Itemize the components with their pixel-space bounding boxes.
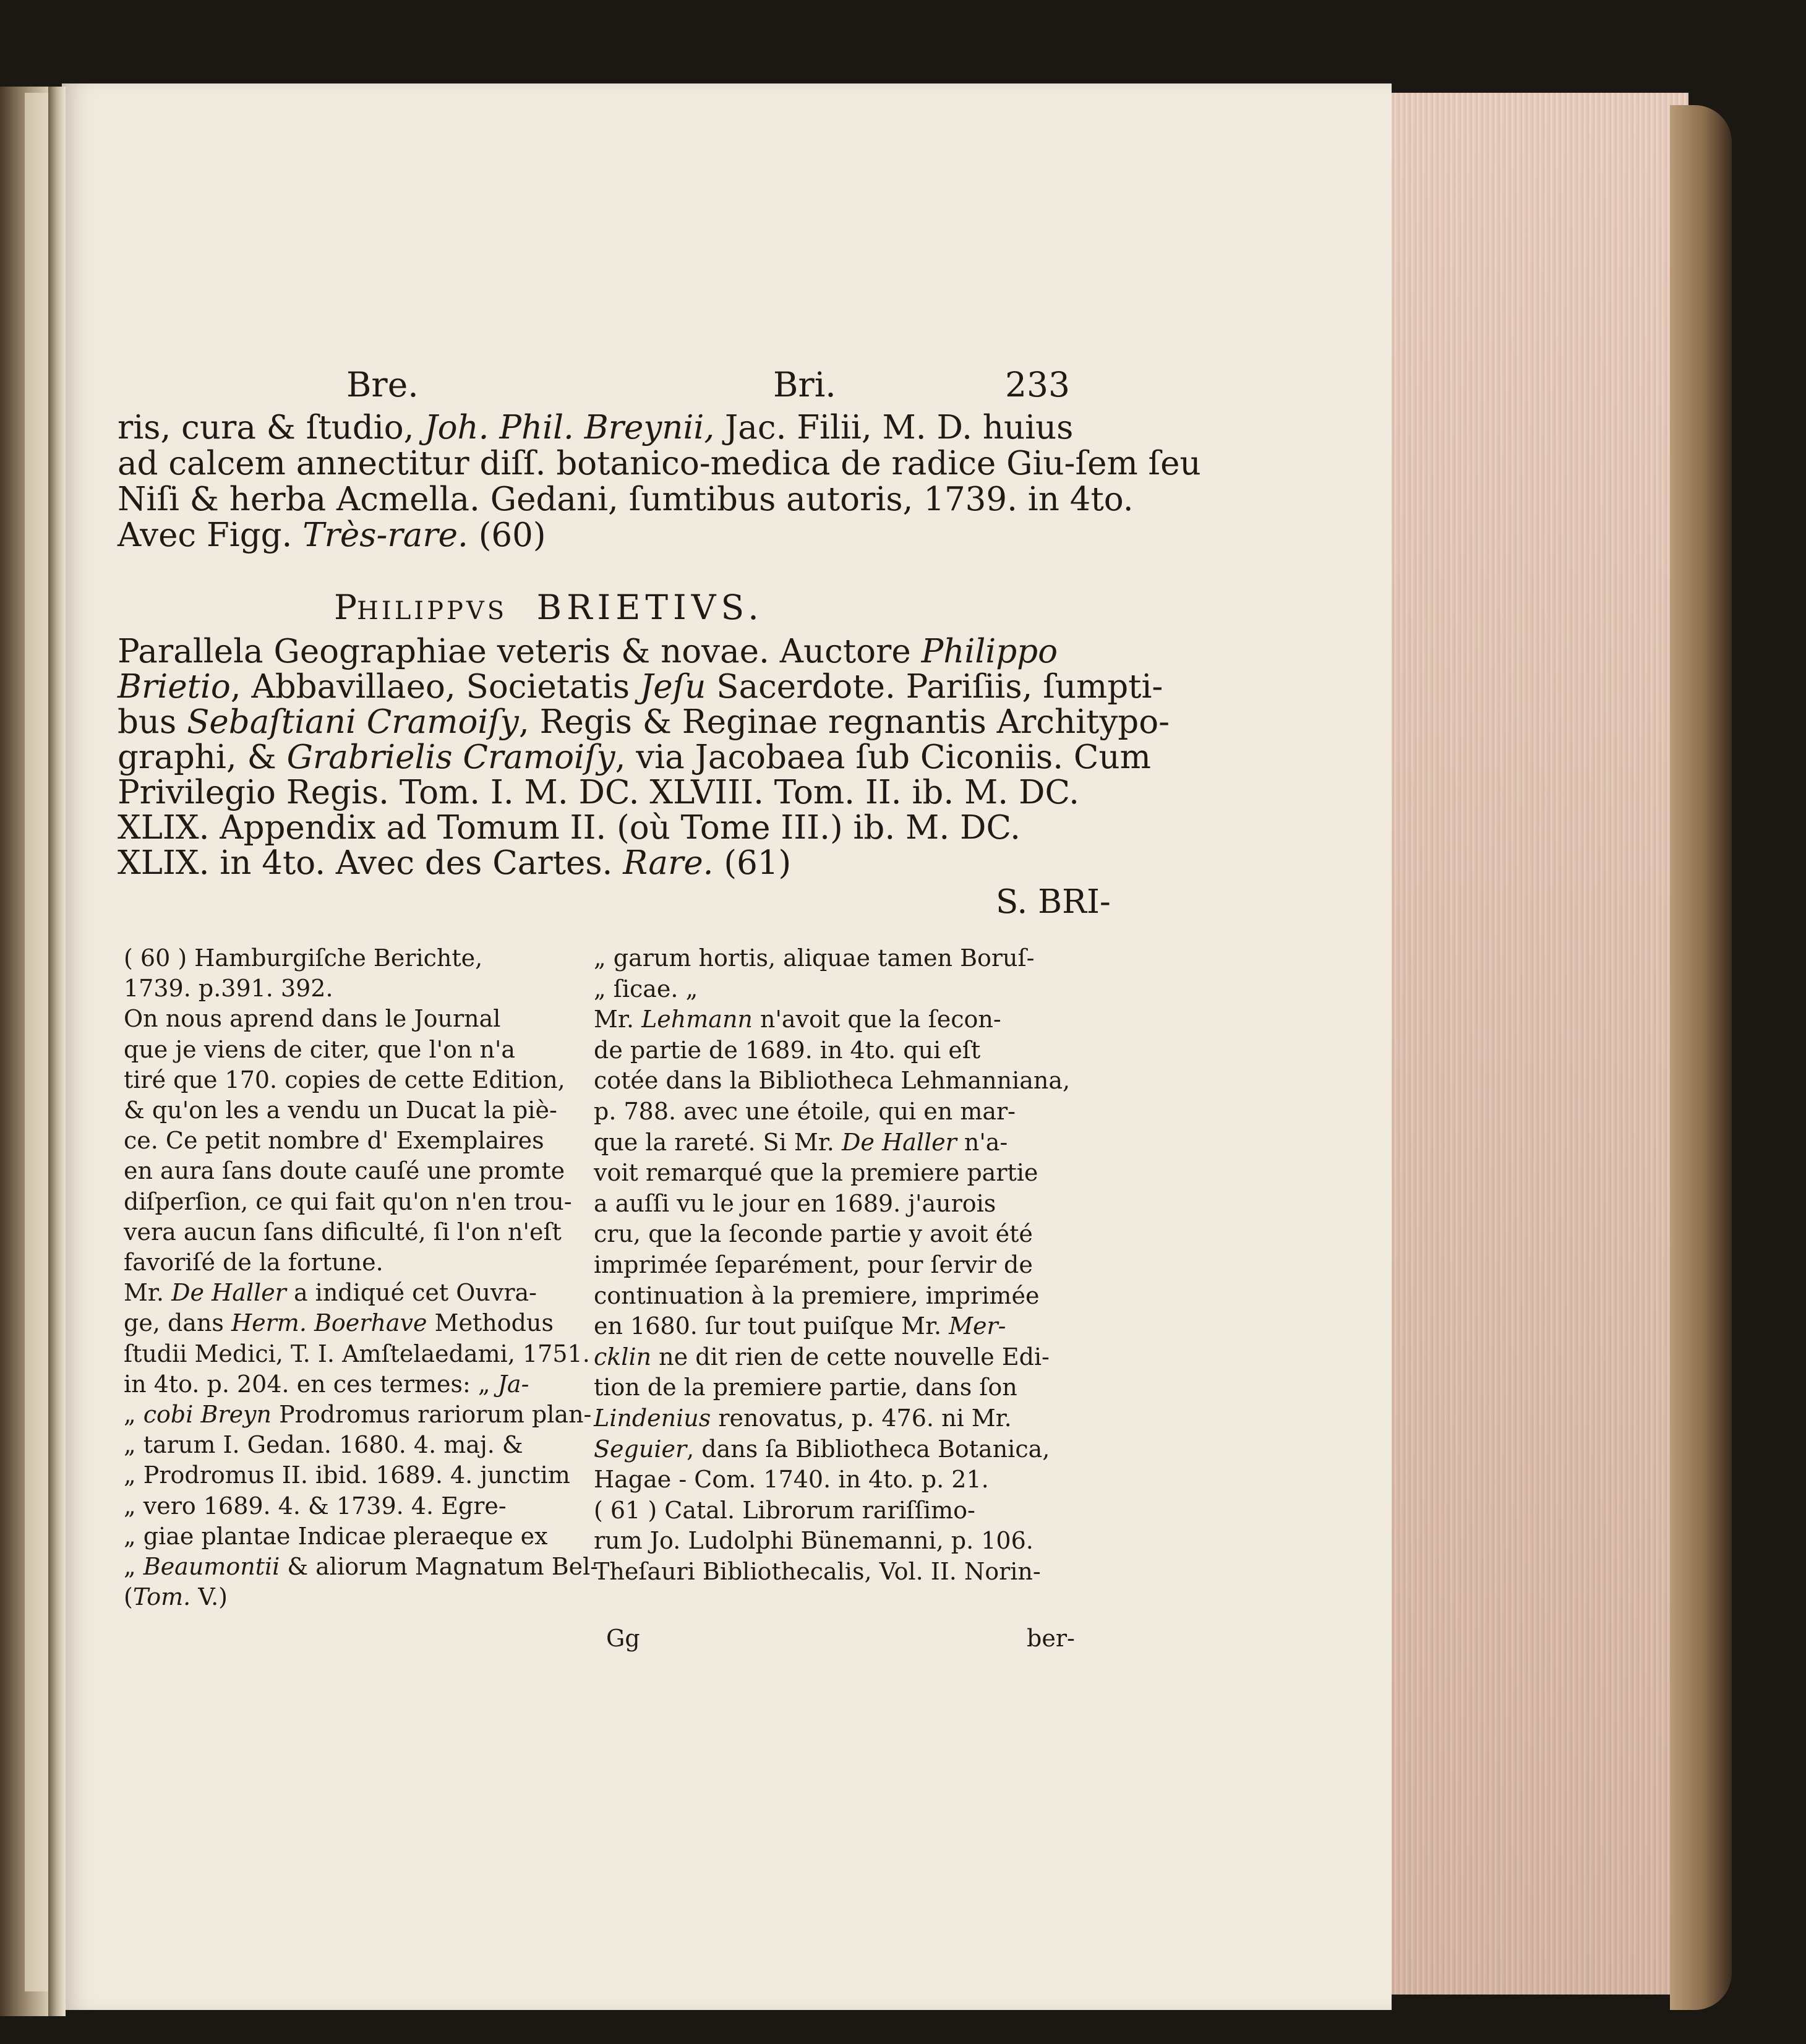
text-line: „ garum hortis, aliquae tamen Boruſ- <box>594 944 1035 972</box>
text-line: 1739. p.391. 392. <box>124 975 333 1003</box>
author-last-name: BRIETIVS. <box>536 588 764 627</box>
text-line: ( 61 ) Catal. Librorum rariſſimo- <box>594 1496 975 1524</box>
text-line: Brietio, Abbavillaeo, Societatis Jeſu Sacerdote. Pariſiis, ſumpti- <box>118 668 1163 706</box>
text-line: „ giae plantae Indicae pleraeque ex <box>124 1522 548 1550</box>
signature-mark: Gg <box>606 1625 640 1652</box>
text-line: cklin ne dit rien de cette nouvelle Edi- <box>594 1343 1050 1371</box>
text-line: On nous aprend dans le Journal <box>124 1005 501 1033</box>
text-line: „ vero 1689. 4. & 1739. 4. Egre- <box>124 1492 507 1520</box>
text-line: ge, dans Herm. Boerhave Methodus <box>124 1309 554 1337</box>
text-line: & qu'on les a vendu un Ducat la piè- <box>124 1097 557 1124</box>
text-line: Parallela Geographiae veteris & novae. Auctore Philippo <box>118 633 1058 670</box>
text-line: ce. Ce petit nombre d' Exemplaires <box>124 1127 544 1155</box>
text-line: Avec Figg. Très-rare. (60) <box>118 516 546 554</box>
text-line: ad calcem annectitur diſſ. botanico-medica de radice Giu-ſem ſeu <box>118 445 1201 482</box>
page-block-edges <box>1392 93 1688 1995</box>
text-line: a auſſi vu le jour en 1689. j'aurois <box>594 1189 996 1217</box>
text-line: ſtudii Medici, T. I. Amſtelaedami, 1751. <box>124 1340 590 1367</box>
text-line: ( 60 ) Hamburgiſche Berichte, <box>124 944 483 972</box>
text-line: „ Beaumontii & aliorum Magnatum Bel- <box>124 1553 599 1580</box>
text-line: que la rareté. Si Mr. De Haller n'a- <box>594 1128 1008 1156</box>
text-line: diſperſion, ce qui fait qu'on n'en trou- <box>124 1187 572 1215</box>
text-line: tion de la premiere partie, dans ſon <box>594 1374 1017 1401</box>
text-line: „ ſicae. „ <box>594 975 698 1003</box>
catchword-main: S. BRI- <box>996 883 1111 921</box>
catchword-note: ber- <box>1027 1625 1075 1652</box>
text-line: XLIX. Appendix ad Tomum II. (où Tome III.) ib. M. DC. <box>118 809 1021 847</box>
page-233 <box>62 83 1392 2010</box>
text-line: tiré que 170. copies de cette Edition, <box>124 1066 565 1093</box>
text-line: „ cobi Breyn Prodromus rariorum plan- <box>124 1401 592 1428</box>
footnote-column-right <box>594 943 1095 1654</box>
text-line: graphi, & Grabrielis Cramoiſy, via Jacobaea ſub Ciconiis. Cum <box>118 738 1151 776</box>
text-line: XLIX. in 4to. Avec des Cartes. Rare. (61) <box>118 844 792 882</box>
text-line: imprimée ſeparément, pour ſervir de <box>594 1251 1033 1278</box>
author-heading <box>334 588 764 627</box>
text-line: de partie de 1689. in 4to. qui eſt <box>594 1036 981 1064</box>
book-cover-edge <box>1670 105 1732 2010</box>
text-line: (Tom. V.) <box>124 1583 228 1611</box>
text-line: Mr. De Haller a indiqué cet Ouvra- <box>124 1279 537 1307</box>
gutter-shadow <box>48 87 66 2016</box>
text-line: cru, que la ſeconde partie y avoit été <box>594 1220 1033 1248</box>
text-line: rum Jo. Ludolphi Bünemanni, p. 106. <box>594 1527 1034 1555</box>
text-line: favoriſé de la fortune. <box>124 1249 383 1276</box>
text-line: Lindenius renovatus, p. 476. ni Mr. <box>594 1405 1012 1432</box>
text-line: vera aucun ſans dificulté, ſi l'on n'eſt <box>124 1218 562 1246</box>
text-line: cotée dans la Bibliotheca Lehmanniana, <box>594 1067 1071 1095</box>
page-number: 233 <box>1005 365 1070 404</box>
text-line: Niſi & herba Acmella. Gedani, ſumtibus autoris, 1739. in 4to. <box>118 481 1134 518</box>
text-line: bus Sebaſtiani Cramoiſy, Regis & Reginae regnantis Architypo- <box>118 703 1170 741</box>
text-line: continuation à la premiere, imprimée <box>594 1281 1040 1309</box>
text-line: en 1680. ſur tout puiſque Mr. Mer- <box>594 1312 1006 1340</box>
text-line: voit remarqué que la premiere partie <box>594 1159 1038 1187</box>
text-line: Seguier, dans ſa Bibliotheca Botanica, <box>594 1435 1050 1463</box>
text-line: „ tarum I. Gedan. 1680. 4. maj. & <box>124 1431 523 1459</box>
entry-continuation <box>118 409 1201 558</box>
text-line: en aura ſans doute cauſé une promte <box>124 1157 565 1185</box>
text-line: p. 788. avec une étoile, qui en mar- <box>594 1098 1016 1125</box>
text-line: Mr. Lehmann n'avoit que la ſecon- <box>594 1006 1001 1033</box>
header-center: Bri. <box>773 365 836 404</box>
text-line: Theſauri Bibliothecalis, Vol. II. Norin- <box>594 1558 1041 1585</box>
text-line: Hagae - Com. 1740. in 4to. p. 21. <box>594 1466 989 1494</box>
text-line: in 4to. p. 204. en ces termes: „ Ja- <box>124 1370 529 1398</box>
text-line: que je viens de citer, que l'on n'a <box>124 1035 516 1063</box>
entry-brietius <box>118 633 1170 894</box>
header-left: Bre. <box>346 365 419 404</box>
text-line: Privilegio Regis. Tom. I. M. DC. XLVIII. Tom. II. ib. M. DC. <box>118 774 1079 811</box>
text-line: ris, cura & ſtudio, Joh. Phil. Breynii, Jac. Filii, M. D. huius <box>118 409 1074 447</box>
footnote-column-left <box>124 943 618 1654</box>
author-first-name: PHILIPPVS <box>334 588 508 627</box>
text-line: „ Prodromus II. ibid. 1689. 4. junctim <box>124 1461 570 1489</box>
